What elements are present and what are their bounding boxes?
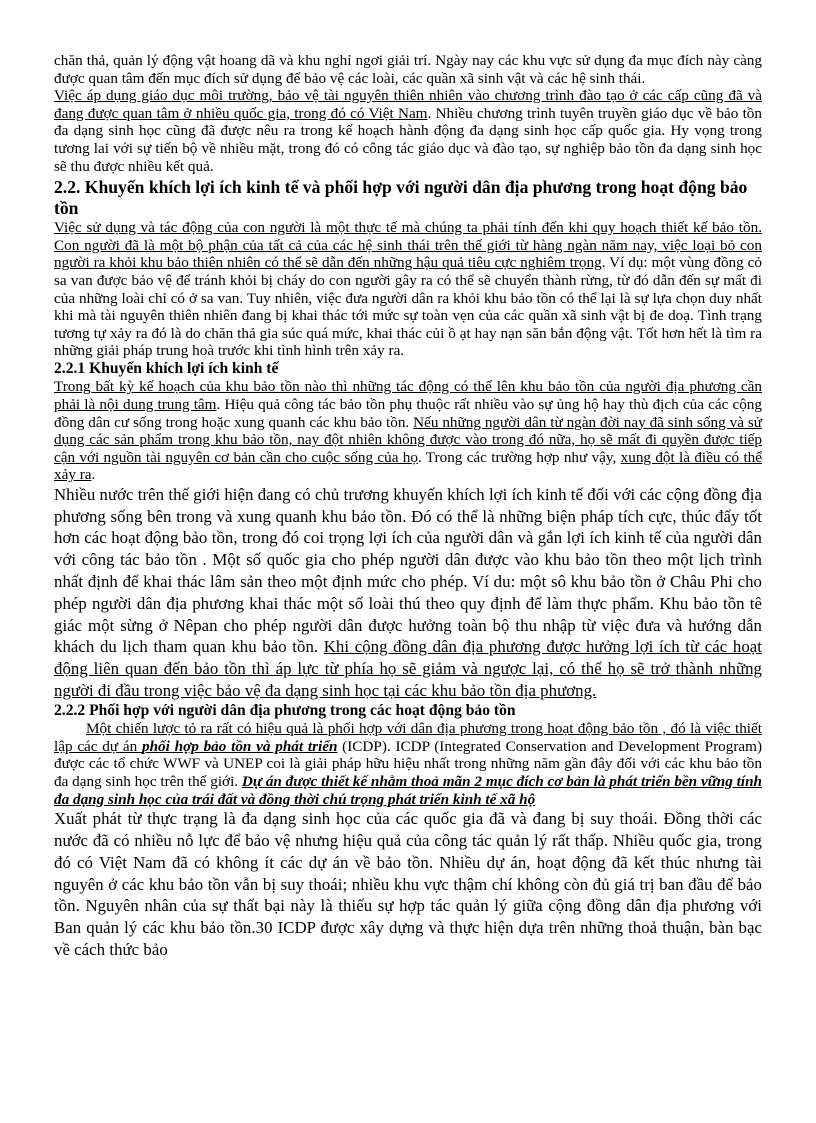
paragraph-multipurpose-areas bbox=[54, 52, 762, 87]
underlined-text: Việc sử dụng và tác động của con người là một thực tế mà chúng ta phải tính đến khi quy hoạch thiết kế bảo tồn. Con người đã là một bộ phận của tất cả của các hệ sinh thái trên thế giới từ hàng ngàn năm nay, việc loại bỏ con người ra khỏi khu bảo thiên nhiên có thể sẽ dẫn đến những hậu quả tiêu cực nghiêm trọng bbox=[54, 219, 762, 272]
paragraph-economic-incentives bbox=[54, 484, 762, 702]
paragraph-text: (ICDP). ICDP (Integrated Conservation and Development Program) được các tổ chức WWF và UNEP coi là giải pháp hữu hiệu nhất trong những năm gần đây đối với các khu bảo tồn đa dạng sinh học trên thế giới. bbox=[54, 737, 763, 791]
paragraph-human-impact bbox=[54, 219, 762, 360]
paragraph-environmental-education bbox=[54, 87, 762, 175]
underlined-text: Một chiến lược tỏ ra rất có hiệu quả là phối hợp với dân địa phương trong hoạt động bảo tồn , đó là việc thiết lập các dự án bbox=[54, 720, 762, 755]
underlined-text: Việc áp dụng giáo dục môi trường, bảo vệ tài nguyên thiên nhiên vào chương trình đào tạo ở các cấp cũng đã và đang được quan tâm ở nhiều quốc gia, trong đó có Việt Nam bbox=[54, 87, 762, 122]
paragraph-text: . bbox=[91, 466, 96, 484]
emphasized-text: Dự án được thiết kế nhằm thoả mãn 2 mục đích cơ bản là phát triển bền vững tính đa dạng sinh học của trái đất và đồng thời chú trọng phát triển kinh tế xã hộ bbox=[54, 773, 762, 808]
section-heading-2-2: 2.2. Khuyến khích lợi ích kinh tế và phối hợp với người dân địa phương trong hoạt động bảo tồn bbox=[54, 177, 748, 219]
section-heading-2-2-2: 2.2.2 Phối hợp với người dân địa phương trong các hoạt động bảo tồn bbox=[54, 701, 516, 719]
underlined-text: Khi cộng đồng dân địa phương được hưởng lợi ích từ các hoạt động liên quan đến bảo tồn thì áp lực từ phía họ sẽ giảm và ngược lại, có thể họ sẽ trở thành những người đi đầu trong việc bảo vệ đa dạng sinh học tại các khu bảo tồn địa phương. bbox=[54, 637, 762, 701]
paragraph-text: . Nhiều chương trình tuyên truyền giáo dục về bảo tồn đa dạng sinh học cũng đã được nêu ra trong kế hoạch hành động đa dạng sinh học cấp quốc gia. Hy vọng trong tương lai với sự tiến bộ về nhiều mặt, trong đó có công tác giáo dục và đào tạo, sự nghiệp bảo tồn đa dạng sinh học sẽ thu được nhiều kết quả. bbox=[54, 104, 762, 175]
paragraph-text: . Hiệu quả công tác bảo tồn phụ thuộc rất nhiều vào sự ủng hộ hay thù địch của các cộng đồng dân cư sống trong hoặc xung quanh các khu bảo tồn. bbox=[54, 395, 762, 431]
paragraph-local-people-impact bbox=[54, 378, 762, 484]
underlined-text: Trong bất kỳ kế hoạch của khu bảo tồn nào thì những tác động có thể lên khu bảo tồn của người địa phương cần phải là nội dung trung tâm bbox=[54, 378, 762, 413]
paragraph-current-situation bbox=[54, 808, 762, 961]
paragraph-text: . Trong các trường hợp như vậy, bbox=[417, 448, 621, 466]
underlined-text: Nếu những người dân từ ngàn đời nay đã sinh sống và sử dụng các sản phẩm trong khu bảo tồn, nay đột nhiên không được vào trong đó nữa, họ sẽ mất đi quyền được tiếp cận với nguồn tài nguyên cơ bản cần cho cuộc sống của họ bbox=[54, 413, 762, 466]
section-heading-2-2-1: 2.2.1 Khuyến khích lợi ích kinh tế bbox=[54, 359, 279, 377]
underlined-text: xung đột là điều có thể xảy ra bbox=[54, 448, 763, 484]
paragraph-text: Xuất phát từ thực trạng là đa dạng sinh học của các quốc gia đã và đang bị suy thoái. Đồng thời các nước đã có nhiều nỗ lực để bảo vệ nhưng hiệu quả của công tác quản lý rất thấp. Nhiều quốc gia, trong đó có Việt Nam đã có không ít các dự án về bảo tồn. Nhiều dự án, hoạt động đã kết thúc nhưng tài nguyên ở các khu bảo tồn vẫn bị suy thoái; nhiều khu vực thậm chí không còn đủ giá trị ban đầu để bảo tồn. Nguyên nhân của sự thất bại này là thiếu sự hợp tác quản lý giữa cộng đồng dân địa phương với Ban quản lý các khu bảo tồn. bbox=[54, 809, 762, 938]
paragraph-text: . Ví dụ: một vùng đồng cỏ sa van được bảo vệ để tránh khỏi bị cháy do con người gây ra có thể sẽ chuyển thành rừng, từ đó dẫn đến sự mất đi của những loài chỉ có ở sa van. Tuy nhiên, việc đưa người dân ra khỏi khu bảo tồn có thể lại là sự lựa chọn duy nhất khi mà tài nguyên thiên nhiên đang bị khai thác tới mức sự toàn vẹn của các quần xã sinh vật bị đe doạ. Tình trạng tương tự xảy ra đó là do chăn thả gia súc quá mức, khai thác củi ồ ạt hay nạn săn bắn động vật. Tốt hơn hết là tìm ra những giải pháp trung hoà trước khi tình hình trên xảy ra. bbox=[54, 254, 762, 360]
page-number: 30 bbox=[255, 918, 273, 938]
paragraph-text: Nhiều nước trên thế giới hiện đang có chủ trương khuyến khích lợi ích kinh tế đối với các cộng đồng địa phương sống bên trong và xung quanh khu bảo tồn. Đó có thể là những biện pháp tích cực, thúc đẩy tốt hơn các hoạt động bảo tồn, trong đó coi trọng lợi ích của người dân và gắn lợi ích kinh tế của người dân với công tác bảo tồn . Một số quốc gia cho phép người dân được vào khu bảo tồn theo một lịch trình nhất định để khai thác lâm sản theo một định mức cho phép. Ví du: một sô khu bảo tồn ở Châu Phi cho phép người dân địa phương khai thác một số loài thú theo quy định để làm thực phẩm. Khu bảo tồn tê giác một sừng ở Nêpan cho phép người dân được hưởng toàn bộ thu nhập từ việc đưa và hướng dẫn khách du lịch tham quan khu bảo tồn. bbox=[54, 484, 762, 657]
paragraph-text: chăn thả, quản lý động vật hoang dã và khu nghỉ ngơi giải trí. Ngày nay các khu vực sử dụng đa mục đích này càng được quan tâm đến mục đích sử dụng để bảo vệ các loài, các quần xã sinh vật và các hệ sinh thái. bbox=[54, 52, 762, 87]
paragraph-text: ICDP được xây dựng và thực hiện dựa trên những thoả thuận, bàn bạc về cách thức bảo bbox=[54, 918, 762, 959]
paragraph-icdp bbox=[54, 720, 762, 808]
emphasized-text: phối hợp bảo tồn và phát triển bbox=[142, 737, 338, 755]
